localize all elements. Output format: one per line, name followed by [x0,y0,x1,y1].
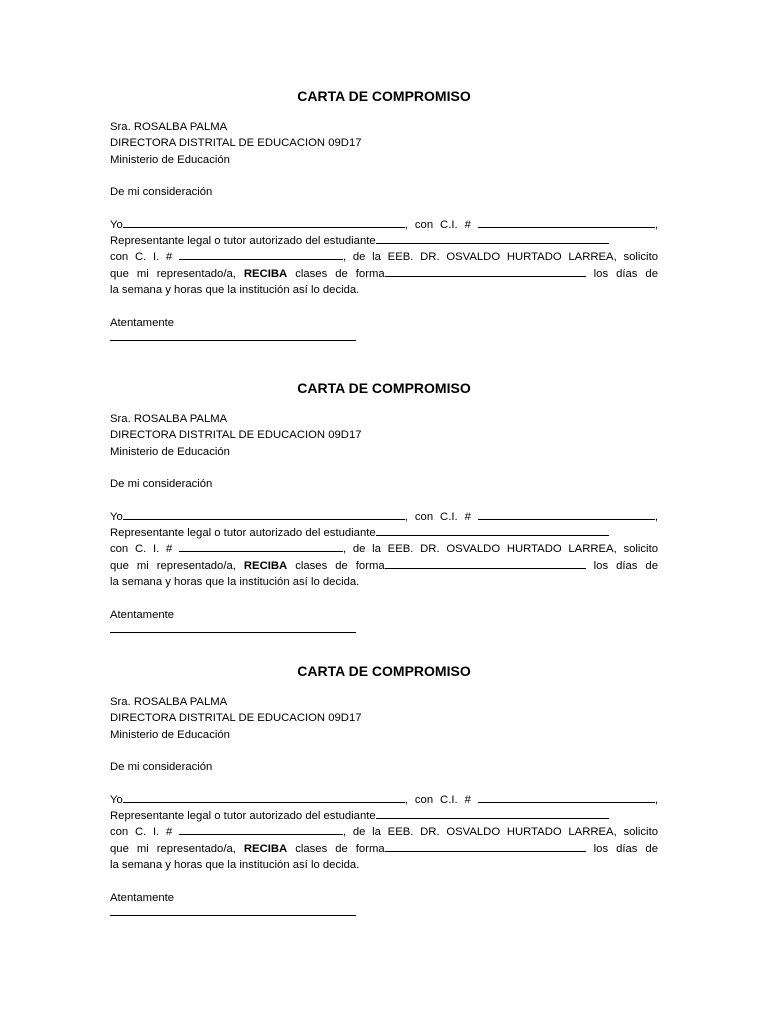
modality-blank[interactable] [385,841,586,852]
recipient-role: DIRECTORA DISTRITAL DE EDUCACION 09D17 [110,712,362,725]
ci-blank[interactable] [478,217,655,228]
recipient-name: Sra. ROSALBA PALMA [110,696,228,708]
ci-label: , con C.I. # [404,793,471,806]
yo-text: Yo [110,218,123,231]
ci-label: , con C.I. # [404,218,471,231]
signature-line[interactable] [110,623,356,633]
body-line-1 [110,217,658,233]
body-line-5: la semana y horas que la institución así lo decida. [110,283,360,296]
name-blank[interactable] [123,217,405,228]
clases-text: clases de forma [295,842,385,855]
recipient-org: Ministerio de Educación [110,728,230,741]
comma-text: , [654,218,658,231]
letter-title: CARTA DE COMPROMISO [297,88,471,104]
body-line-1 [110,792,658,808]
reciba-text: RECIBA [243,842,288,855]
name-blank[interactable] [123,792,405,803]
dias-text: los días de [593,267,658,280]
school-text: , de la EEB. DR. OSVALDO HURTADO LARREA, solicito [343,251,658,264]
comma-text: , [654,510,658,523]
body-line-2 [110,233,658,249]
representative-label: Representante legal o tutor autorizado del estudiante [110,235,376,248]
body-line-3 [110,249,658,265]
modality-blank[interactable] [385,266,586,277]
reciba-text: RECIBA [243,559,288,572]
closing: Atentamente [110,608,175,621]
body-line-2 [110,525,658,541]
clases-text: clases de forma [295,267,385,280]
representative-label: Representante legal o tutor autorizado del estudiante [110,527,376,540]
body-line-4 [110,266,658,282]
recipient-name: Sra. ROSALBA PALMA [110,121,228,133]
con-ci-label: con C. I. # [110,543,173,556]
representative-label: Representante legal o tutor autorizado del estudiante [110,810,376,823]
commitment-letter [110,380,658,633]
clases-text: clases de forma [295,559,385,572]
recipient-role: DIRECTORA DISTRITAL DE EDUCACION 09D17 [110,429,362,442]
student-ci-blank[interactable] [179,249,343,260]
school-text: , de la EEB. DR. OSVALDO HURTADO LARREA, solicito [343,543,658,556]
signature-line[interactable] [110,331,356,341]
recipient-org: Ministerio de Educación [110,153,230,166]
closing: Atentamente [110,316,175,329]
letter-title: CARTA DE COMPROMISO [297,663,471,679]
reciba-text: RECIBA [243,267,288,280]
ci-label: , con C.I. # [404,510,471,523]
con-ci-label: con C. I. # [110,251,173,264]
yo-text: Yo [110,510,123,523]
body-line-4 [110,558,658,574]
student-ci-blank[interactable] [179,824,343,835]
salutation: De mi consideración [110,478,213,491]
represented-text: que mi representado/a, [110,842,236,855]
body-line-5: la semana y horas que la institución así lo decida. [110,858,360,871]
recipient-org: Ministerio de Educación [110,445,230,458]
comma-text: , [654,793,658,806]
commitment-letter [110,663,658,916]
body-line-3 [110,824,658,840]
student-blank[interactable] [376,525,609,536]
body-line-1 [110,509,658,525]
dias-text: los días de [593,842,658,855]
recipient-name: Sra. ROSALBA PALMA [110,413,228,425]
salutation: De mi consideración [110,186,213,199]
student-blank[interactable] [376,233,609,244]
recipient-role: DIRECTORA DISTRITAL DE EDUCACION 09D17 [110,137,362,150]
modality-blank[interactable] [385,558,586,569]
ci-blank[interactable] [478,792,655,803]
commitment-letter [110,88,658,341]
dias-text: los días de [593,559,658,572]
name-blank[interactable] [123,509,405,520]
body-line-3 [110,541,658,557]
student-ci-blank[interactable] [179,541,343,552]
con-ci-label: con C. I. # [110,826,173,839]
represented-text: que mi representado/a, [110,267,236,280]
closing: Atentamente [110,891,175,904]
salutation: De mi consideración [110,761,213,774]
ci-blank[interactable] [478,509,655,520]
body-line-5: la semana y horas que la institución así lo decida. [110,575,360,588]
represented-text: que mi representado/a, [110,559,236,572]
yo-text: Yo [110,793,123,806]
letter-title: CARTA DE COMPROMISO [297,380,471,396]
body-line-2 [110,808,658,824]
school-text: , de la EEB. DR. OSVALDO HURTADO LARREA, solicito [343,826,658,839]
signature-line[interactable] [110,906,356,916]
student-blank[interactable] [376,808,609,819]
body-line-4 [110,841,658,857]
